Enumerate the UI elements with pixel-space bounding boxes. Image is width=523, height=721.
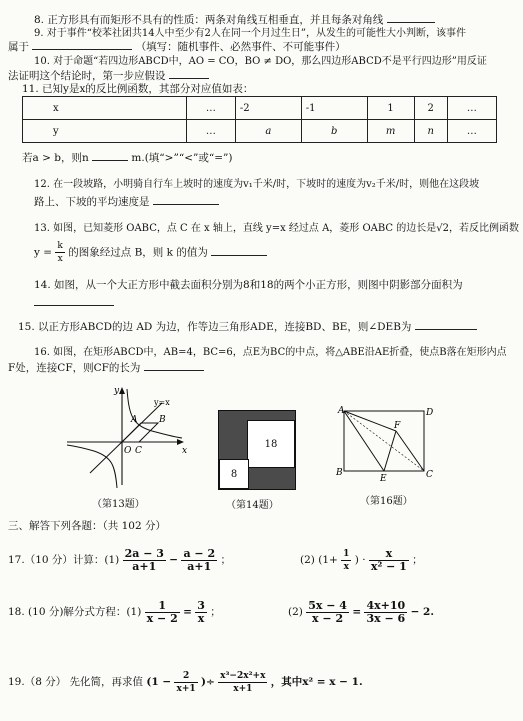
k-over-x-fraction <box>55 240 64 265</box>
square-8: 8 <box>219 459 249 489</box>
question-10-line1: 10. 对于命题“若四边形ABCD中，AO = CO，BO ≠ DO，那么四边形ABCD不是平行四边形”用反证 <box>34 56 487 67</box>
fraction-denominator: x − 2 <box>146 611 178 625</box>
answer-blank <box>153 195 219 205</box>
table-cell: … <box>447 120 496 143</box>
table-cell: -2 <box>235 97 301 120</box>
fraction-denominator: a+1 <box>132 559 157 573</box>
y-axis-arrow <box>119 387 125 394</box>
equals-sign: = <box>352 606 362 618</box>
segment-FC <box>396 431 424 471</box>
separator: ； <box>220 554 231 566</box>
table-cell: 2 <box>414 97 447 120</box>
equals-sign: = <box>183 606 192 618</box>
segment-AF <box>344 411 396 431</box>
question-10-text: 法证明这个结论时，第一步应假设 <box>8 70 166 82</box>
segment-FE <box>384 431 396 471</box>
x-axis-arrow <box>177 439 184 445</box>
question-9-prefix: 属于 <box>8 41 29 53</box>
hyperbola-branch-2 <box>67 445 117 488</box>
fraction-4 <box>369 548 409 573</box>
table-cell: x <box>23 97 187 120</box>
table-cell: y <box>23 120 187 143</box>
fraction-denominator: x² − 1 <box>370 559 407 573</box>
fraction-d <box>364 600 407 625</box>
table-cell: n <box>414 120 447 143</box>
question-18-part-2 <box>288 598 434 626</box>
question-18 <box>8 598 221 626</box>
question-9-line2 <box>8 40 346 54</box>
paren-close: ) <box>354 554 359 566</box>
question-16-line2 <box>8 361 204 375</box>
fraction-numerator: 1 <box>343 548 350 559</box>
question-8-text: 8. 正方形具有而矩形不具有的性质：两条对角线互相垂直，并且每条对角线 <box>34 14 384 26</box>
table-cell: -1 <box>301 97 367 120</box>
question-11-text: 11. 已知y是x的反比例函数，其部分对应值如表： <box>22 83 254 95</box>
answer-blank <box>34 296 114 306</box>
fraction-3 <box>341 548 351 573</box>
value-table <box>22 96 497 143</box>
hyperbola-branch-1 <box>127 389 182 438</box>
fraction-numerator: a − 2 <box>183 546 216 560</box>
figure-13-graph <box>62 385 192 490</box>
separator: ； <box>210 606 221 618</box>
fraction-denominator: x <box>57 254 63 264</box>
caption-figure-13: （第13题） <box>92 499 145 510</box>
square-18: 18 <box>247 420 295 468</box>
question-16-text: F处，连接CF，则CF的长为 <box>8 362 141 374</box>
question-11-follow <box>22 151 233 165</box>
fraction-c <box>306 600 349 625</box>
multiply-dot: · <box>362 554 366 566</box>
question-13-line1: 13. 如图，已知菱形 OABC，点 C 在 x 轴上，直线 y=x 经过点 A，菱形 OABC 的边长是√2，若反比例函数 <box>34 223 519 234</box>
question-19 <box>8 668 363 696</box>
caption-figure-14: （第14题） <box>226 500 279 511</box>
label-B: B <box>159 415 166 425</box>
fraction-denominator: x − 2 <box>312 611 344 625</box>
table-row-y <box>23 120 497 143</box>
figure-14-square <box>218 410 296 490</box>
label-F: F <box>394 421 401 431</box>
question-12-text: 路上、下坡的平均速度是 <box>34 196 150 208</box>
fraction-e <box>174 670 197 695</box>
answer-blank <box>32 40 132 50</box>
label-E: E <box>380 474 387 483</box>
question-8 <box>34 13 435 27</box>
question-12-line1: 12. 在一段坡路，小明骑自行车上坡时的速度为v₁千米/时，下坡时的速度为v₂千米/时，则他在这段坡 <box>34 179 480 190</box>
question-19-label: 19.（8 分） 先化简，再求值 <box>8 676 144 688</box>
fraction-denominator: 3x − 6 <box>366 611 406 625</box>
fraction-numerator: k <box>57 241 63 251</box>
paren-open: (1+ <box>318 554 338 566</box>
tail-expression: − 2. <box>410 606 434 618</box>
fraction-denominator: x <box>197 611 205 625</box>
label-C: C <box>135 446 142 456</box>
label-D: D <box>426 408 434 418</box>
table-cell: … <box>186 97 235 120</box>
label-A: A <box>131 415 138 425</box>
answer-blank <box>144 361 204 371</box>
caption-figure-16: （第16题） <box>360 496 413 507</box>
table-cell: m <box>367 120 414 143</box>
question-17 <box>8 546 231 574</box>
fraction-2 <box>181 548 217 573</box>
label-A: A <box>338 406 345 416</box>
fraction-numerator: 2 <box>174 670 197 683</box>
table-row-x <box>23 97 497 120</box>
label-y-equals-x: y=x <box>154 398 170 407</box>
fraction-denominator: x <box>343 561 349 572</box>
question-18-label: 18. (10 分)解分式方程：(1) <box>8 606 142 618</box>
question-15 <box>18 320 477 334</box>
label-y: y <box>114 386 120 396</box>
table-cell: b <box>301 120 367 143</box>
fraction-numerator: 3 <box>197 598 205 612</box>
segment-AE <box>344 411 384 471</box>
question-11-suffix: m.(填“>”“<”或“=”) <box>131 152 233 164</box>
label-x: x <box>182 446 188 456</box>
fraction-numerator: 5x − 4 <box>308 598 347 612</box>
label-B: B <box>336 468 343 478</box>
question-15-text: 15. 以正方形ABCD的边 AD 为边，作等边三角形ADE，连接BD、BE，则∠DEB为 <box>18 321 412 333</box>
question-17-label: 17.（10 分）计算：(1) <box>8 554 120 566</box>
label-C: C <box>426 470 433 480</box>
label-O: O <box>124 446 132 456</box>
paren-open: (1 − <box>146 676 172 688</box>
part-label: (2) <box>288 606 303 618</box>
fraction-denominator: x+1 <box>176 683 196 694</box>
answer-blank <box>211 246 267 256</box>
question-10-line2 <box>8 69 209 83</box>
fraction-numerator: x³−2x²+x <box>220 670 266 681</box>
question-13-y: y = <box>34 246 53 259</box>
answer-blank <box>387 13 435 23</box>
table-cell: … <box>186 120 235 143</box>
minus-sign: − <box>169 554 179 566</box>
fraction-a <box>145 600 180 625</box>
fraction-numerator: 2a − 3 <box>124 546 164 560</box>
question-17-part-2 <box>300 546 423 574</box>
figure-16-rectangle <box>336 405 436 483</box>
answer-blank <box>415 320 477 330</box>
section-3-title: 三、解答下列各题：（共 102 分） <box>8 520 166 532</box>
fraction-denominator: x+1 <box>233 683 253 694</box>
table-cell: … <box>447 97 496 120</box>
fraction-denominator: a+1 <box>187 559 212 573</box>
question-14-line2 <box>34 296 114 310</box>
question-11-prefix: 若a > b，则n <box>22 152 89 164</box>
part-label: (2) <box>300 554 315 566</box>
question-16-line1: 16. 如图，在矩形ABCD中，AB=4，BC=6，点E为BC的中点，将△ABE沿AE折叠，使点B落在矩形内点 <box>34 347 507 358</box>
table-cell: 1 <box>367 97 414 120</box>
fraction-numerator: 4x+10 <box>366 598 406 612</box>
fraction-b <box>195 600 207 625</box>
question-9-line1: 9. 对于事件“校苯社团共14人中至少有2人在同一个月过生日”，从发生的可能性大小判断，该事件 <box>34 28 467 39</box>
separator: ； <box>412 554 423 566</box>
question-14-line1: 14. 如图，从一个大正方形中截去面积分别为8和18的两个小正方形，则图中阴影部分面积为 <box>34 279 463 291</box>
question-13-line2 <box>34 240 267 265</box>
fraction-f <box>218 670 267 695</box>
question-9-suffix: （填写：随机事件、必然事件、不可能事件） <box>135 41 346 53</box>
question-13-text: 的图象经过点 B，则 k 的值为 <box>68 246 208 259</box>
fraction-1 <box>123 548 166 573</box>
table-cell: a <box>235 120 301 143</box>
question-12-line2 <box>34 195 219 209</box>
fraction-numerator: x <box>369 548 409 561</box>
paren-close: )÷ <box>201 676 215 688</box>
answer-blank <box>169 69 209 79</box>
tail-expression: ，其中x² = x − 1. <box>270 676 363 688</box>
fraction-numerator: 1 <box>145 600 180 613</box>
answer-blank <box>92 151 128 161</box>
